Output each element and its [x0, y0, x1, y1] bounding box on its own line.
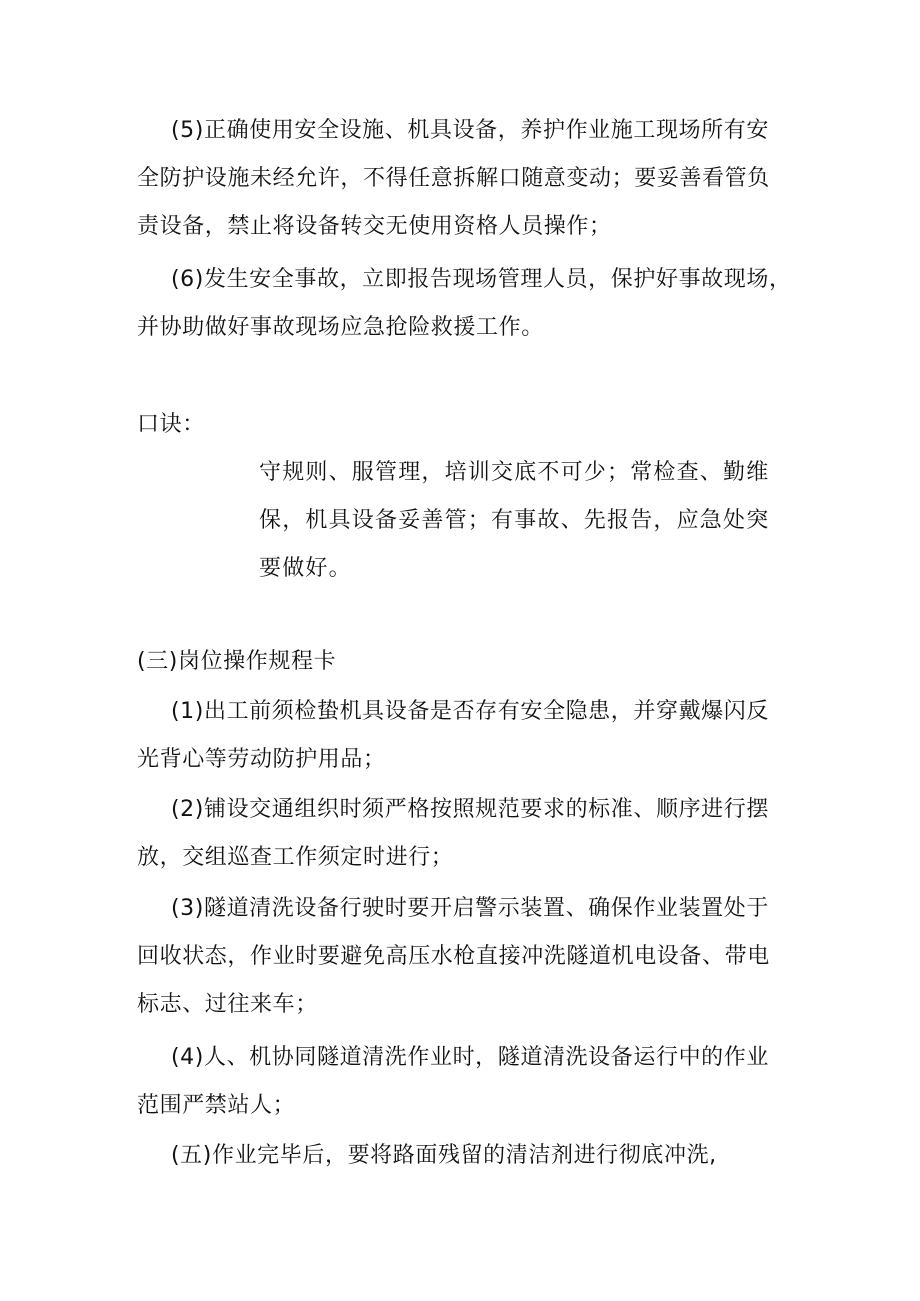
item-5-line-1: (5)正确使用安全设施、机具设备，养护作业施工现场所有安: [171, 118, 769, 143]
section-3-item-2-line-1: (2)铺设交通组织时须严格按照规范要求的标准、顺序进行摆: [171, 797, 769, 822]
section-3-item-3-line-2: 回收状态，作业时要避免高压水枪直接冲洗隧道机电设备、带电: [137, 944, 770, 969]
section-3-item-5-line-1: (五)作业完毕后，要将路面残留的清洁剂进行彻底冲洗,: [171, 1143, 717, 1168]
mnemonic-line-2: 保，机具设备妥善管；有事故、先报告，应急处突: [259, 508, 770, 533]
mnemonic-line-1: 守规则、服管理，培训交底不可少；常检查、勤维: [259, 460, 770, 485]
section-3-item-4-line-2: 范围严禁站人；: [137, 1093, 296, 1118]
section-3-item-1-line-1: (1)出工前须检蛰机具设备是否存有安全隐患，并穿戴爆闪反: [171, 699, 769, 724]
item-6-line-1: (6)发生安全事故，立即报告现场管理人员，保护好事故现场，: [171, 267, 792, 292]
section-3-heading: (三)岗位操作规程卡: [137, 649, 337, 674]
item-5-line-3: 责设备，禁止将设备转交无使用资格人员操作；: [137, 214, 612, 239]
section-3-item-3-line-1: (3)隧道清洗设备行驶时要开启警示装置、确保作业装置处于: [171, 896, 769, 921]
mnemonic-line-3: 要做好。: [259, 556, 352, 581]
section-3-item-1-line-2: 光背心等劳动防护用品；: [137, 747, 386, 772]
section-3-item-4-line-1: (4)人、机协同隧道清洗作业时，隧道清洗设备运行中的作业: [171, 1045, 769, 1070]
section-3-item-3-line-3: 标志、过往来车；: [137, 992, 318, 1017]
item-5-line-2: 全防护设施未经允许，不得任意拆解口随意变动；要妥善看管负: [137, 166, 770, 191]
item-6-line-2: 并协助做好事故现场应急抢险救援工作。: [137, 315, 544, 340]
mnemonic-label: 口诀：: [137, 412, 205, 437]
section-3-item-2-line-2: 放，交组巡查工作须定时进行；: [137, 845, 454, 870]
